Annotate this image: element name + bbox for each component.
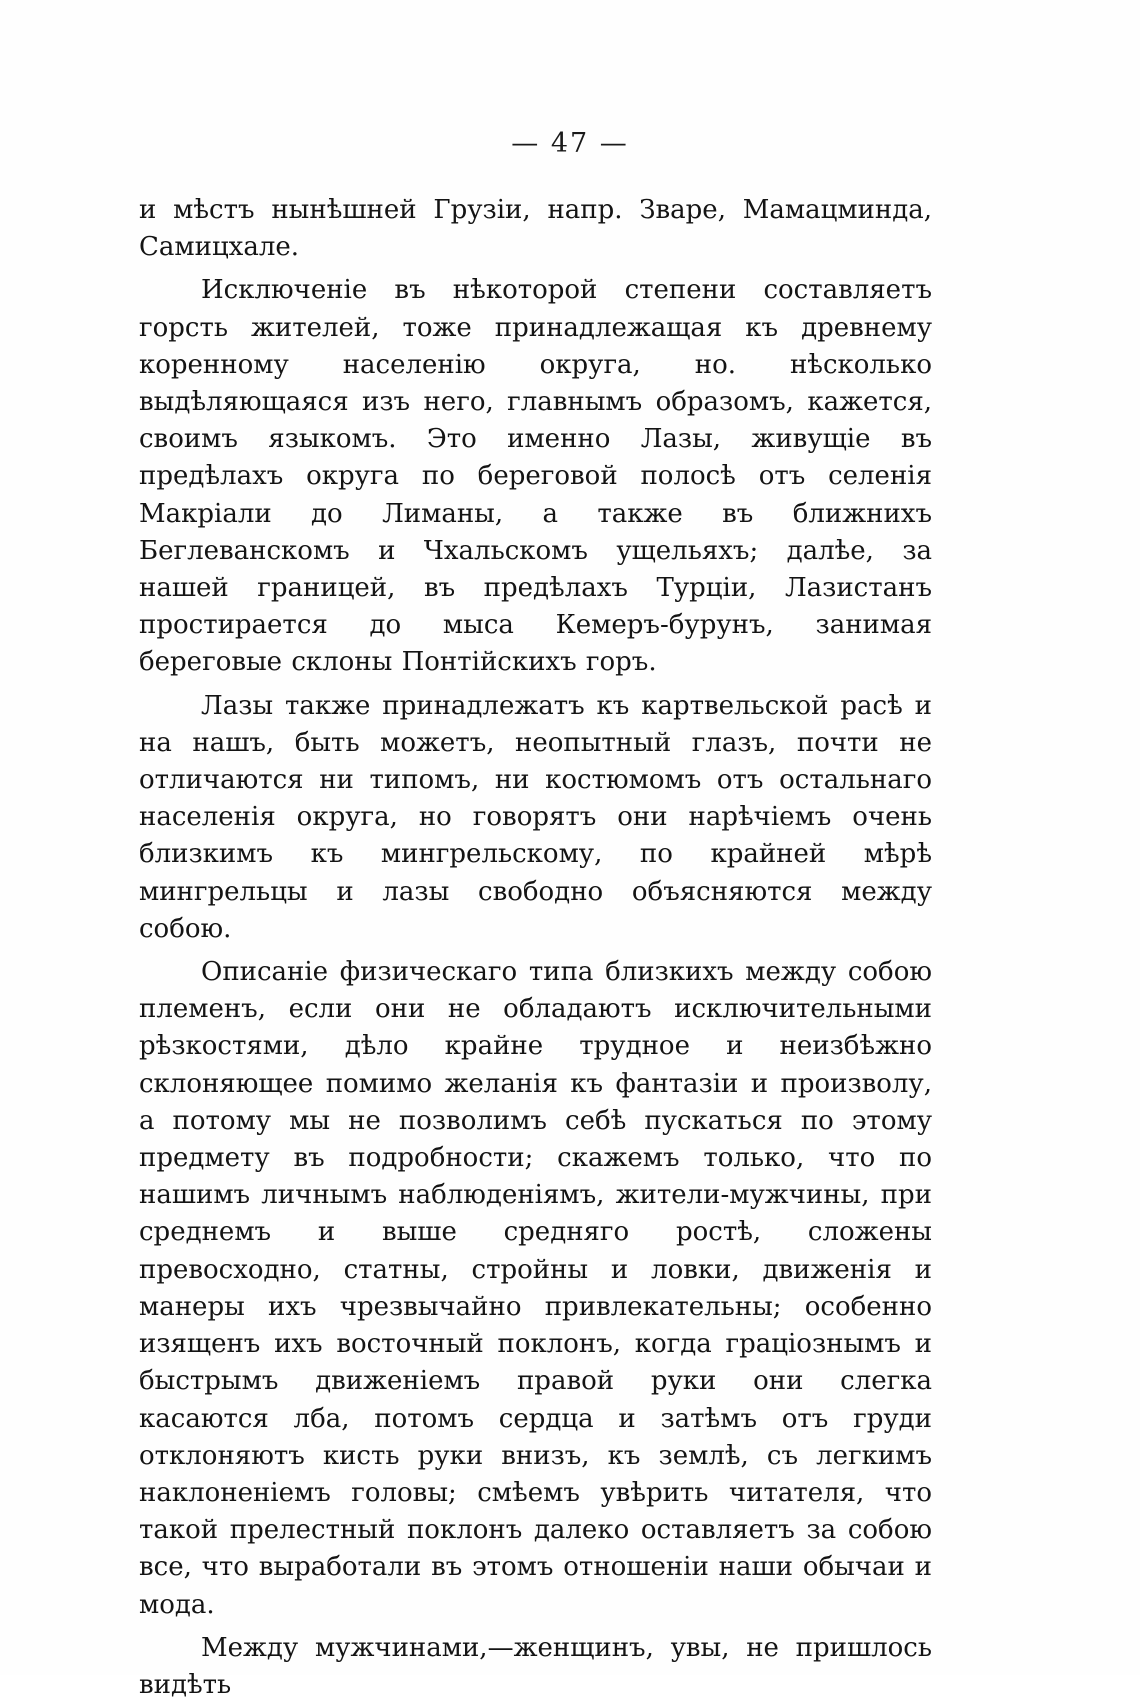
paragraph: Лазы также принадлежатъ къ картвельской расѣ и на нашъ, быть можетъ, неопытный глазъ, почти не отличаются ни типомъ, ни костюмомъ отъ остальнаго населенія округа, но говорятъ они нарѣчіемъ очень близкимъ къ мингрельскому, по крайней мѣрѣ мингрельцы и лазы свободно объясняются между собою.: [139, 690, 932, 944]
paragraph-continued: Между мужчинами,—женщинъ, увы, не пришлось видѣть: [139, 1632, 932, 1700]
paragraph: и мѣстъ нынѣшней Грузіи, напр. Зваре, Мамацминда, Самицхале.: [139, 195, 932, 263]
paragraph: Исключеніе въ нѣкоторой степени составляетъ горсть жителей, тоже принадлежащая къ древнему коренному населенію округа, но. нѣсколько выдѣляющаяся изъ него, главнымъ образомъ, кажется, своимъ языкомъ. Это именно Лазы, живущіе въ предѣлахъ округа по береговой полосѣ отъ селенія Макріали до Лиманы, а также въ ближнихъ Беглеванскомъ и Чхальскомъ ущельяхъ; далѣе, за нашей границей, въ предѣлахъ Турціи, Лазистанъ простирается до мыса Кемеръ-бурунъ, занимая береговые склоны Понтійскихъ горъ.: [139, 275, 932, 678]
paragraph: Описаніе физическаго типа близкихъ между собою племенъ, если они не обладаютъ исключительными рѣзкостями, дѣло крайне трудное и неизбѣжно склоняющее помимо желанія къ фантазіи и произволу, а потому мы не позволимъ себѣ пускаться по этому предмету въ подробности; скажемъ только, что по нашимъ личнымъ наблюденіямъ, жители-мужчины, при среднемъ и выше средняго ростѣ, сложены превосходно, статны, стройны и ловки, движенія и манеры ихъ чрезвычайно привлекательны; особенно изященъ ихъ восточный поклонъ, когда граціознымъ и быстрымъ движеніемъ правой руки они слегка касаются лба, потомъ сердца и затѣмъ отъ груди отклоняютъ кисть руки внизъ, къ землѣ, съ легкимъ наклоненіемъ головы; смѣемъ увѣрить читателя, что такой прелестный поклонъ далеко оставляетъ за собою все, что выработали въ этомъ отношеніи наши обычаи и мода.: [139, 957, 932, 1620]
page-number: — 47 —: [511, 128, 629, 159]
body-text: [139, 192, 932, 1704]
